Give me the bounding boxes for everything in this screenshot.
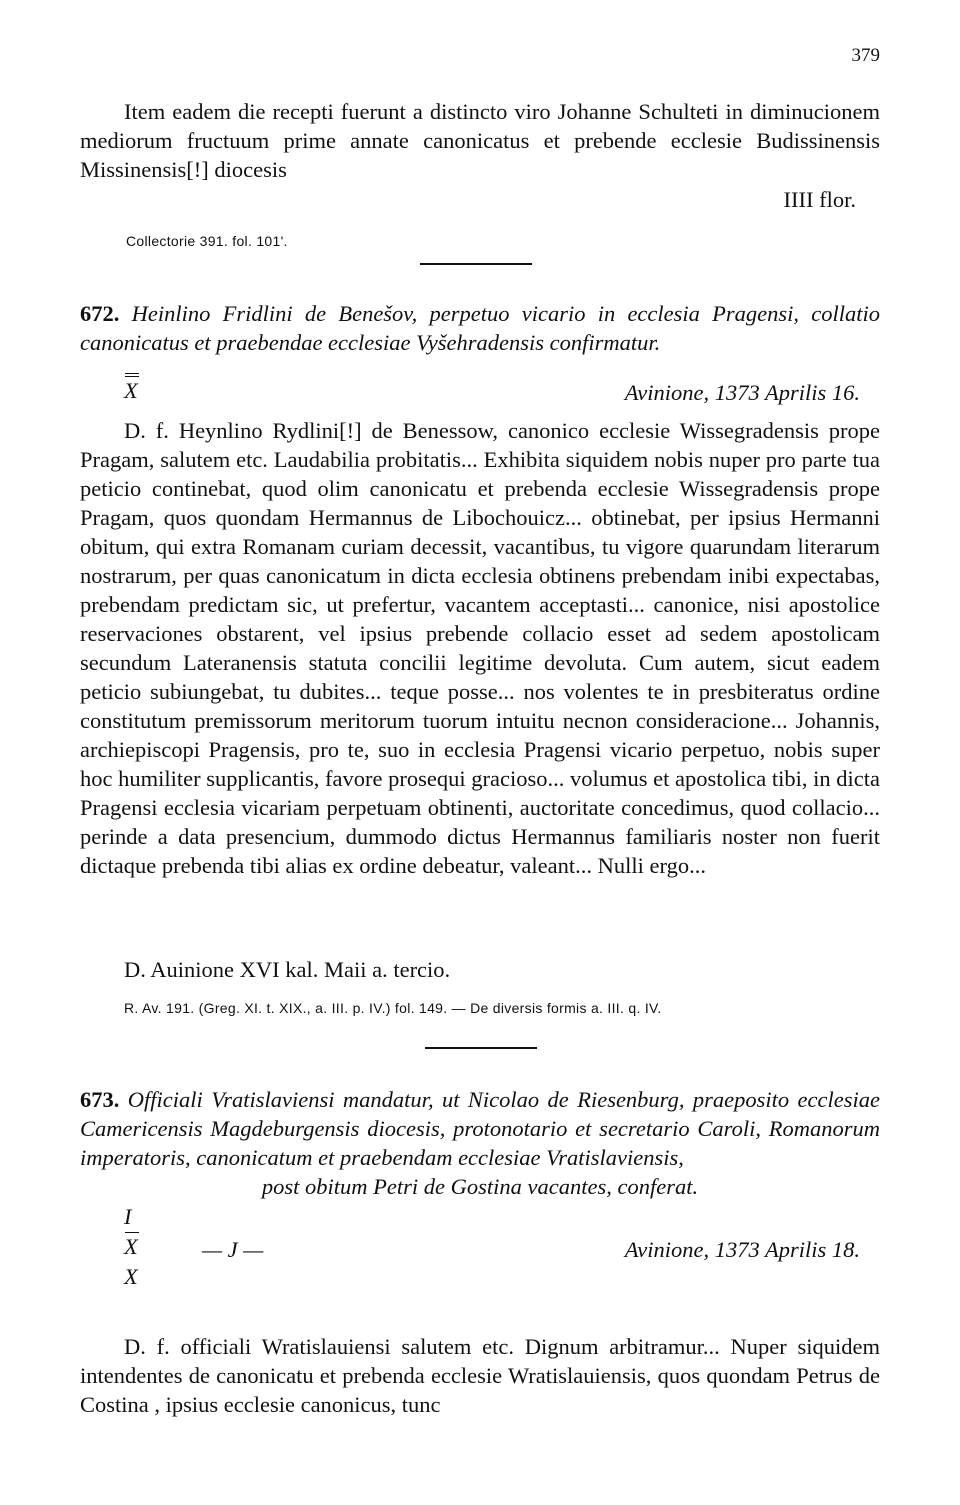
entry-673-number: 673. [80, 1087, 120, 1112]
section-divider [420, 263, 532, 265]
entry-673-summary: Officiali Vratislaviensi mandatur, ut Nicolao de Riesenburg, praeposito ecclesiae Camericensis Magdeburgensis diocesis, protonotario et secretario Caroli, Romanorum imperatoris, canonicatum et praebendam ecclesiae Vratislaviensis, [80, 1087, 881, 1170]
entry-672-summary: Heinlino Fridlini de Benešov, perpetuo vicario in ecclesia Pragensi, collatio canonicatus et praebendae ecclesiae Vyšehradensis confirmatur. [80, 301, 880, 355]
section-divider [425, 1047, 537, 1049]
entry-672-mark: X [124, 373, 139, 404]
entry-673-mark-mid: X [124, 1234, 138, 1259]
entry-672-datum: D. Auinione XVI kal. Maii a. tercio. [124, 957, 451, 982]
entry-672-regest [80, 299, 880, 357]
receipt-amount: IIII flor. [783, 187, 856, 212]
entry-672-body: D. f. Heynlino Rydlini[!] de Benessow, canonico ecclesie Wissegradensis prope Pragam, salutem etc. Laudabilia probitatis... Exhibita siquidem nobis nuper pro parte tua peticio continebat, quod olim canonicatu et prebenda ecclesie Wissegradensis prope Pragam, quos quondam Hermannus de Libochouicz... obtinebat, per ipsius Hermanni obitum, qui extra Romanam curiam decessit, vacantibus, tu vigore quarundam literarum nostrarum, per quas canonicatum in dicta ecclesia obtinens prebendam inibi expectabas, prebendam predictam sic, ut prefertur, vacantem acceptasti... canonice, nisi apostolice reservaciones obstarent, vel ipsius prebende collacio esset ad sedem apostolicam secundum Lateranensis statuta concilii legitime devoluta. Cum autem, sicut eadem peticio subiungebat, tu dubites... teque posse... nos volentes te in presbiteratus ordine constitutum premissorum meritorum tuorum intuitu necnon consideracione... Johannis, archiepiscopi Pragensis, pro te, suo in ecclesia Pragensi vicario perpetuo, nobis super hoc humiliter supplicantis, favore prosequi gracioso... volumus et apostolica tibi, in dicta Pragensi ecclesia vicariam perpetuam obtinenti, auctoritate concedimus, quod collacio... perinde a data presencium, dummodo dictus Hermannus familiaris noster non fuerit dictaque prebenda tibi alias ex ordine debeatur, valeant... Nulli ergo... [80, 418, 880, 878]
entry-673-regest [80, 1085, 880, 1201]
entry-673-summary-end: post obitum Petri de Gostina vacantes, conferat. [261, 1174, 699, 1199]
entry-673-dateline: Avinione, 1373 Aprilis 18. [624, 1237, 860, 1262]
entry-673-mark-bottom: X [124, 1264, 138, 1289]
entry-672-number: 672. [80, 301, 120, 326]
entry-672-source-note: R. Av. 191. (Greg. XI. t. XIX., a. III. p. IV.) fol. 149. — De diversis formis a. III. q. IV. [124, 1000, 662, 1016]
entry-673-body: D. f. officiali Wratislauiensi salutem etc. Dignum arbitramur... Nuper siquidem intendentes de canonicatu et prebenda ecclesie Wratislauiensis, quos quondam Petrus de Costina , ipsius ecclesie canonicus, tunc [80, 1334, 880, 1417]
entry-673-mark-top: I [124, 1204, 132, 1229]
receipt-entry-text: Item eadem die recepti fuerunt a distincto viro Johanne Schulteti in diminucionem mediorum fructuum prime annate canonicatus et prebende ecclesie Budissinensis Missinensis[!] diocesis [80, 99, 880, 182]
entry-672-dateline: Avinione, 1373 Aprilis 16. [624, 380, 860, 405]
entry-673-mark-j: — J — [202, 1237, 264, 1262]
source-note-collectorie: Collectorie 391. fol. 101'. [126, 233, 288, 249]
page-number: 379 [851, 45, 880, 66]
